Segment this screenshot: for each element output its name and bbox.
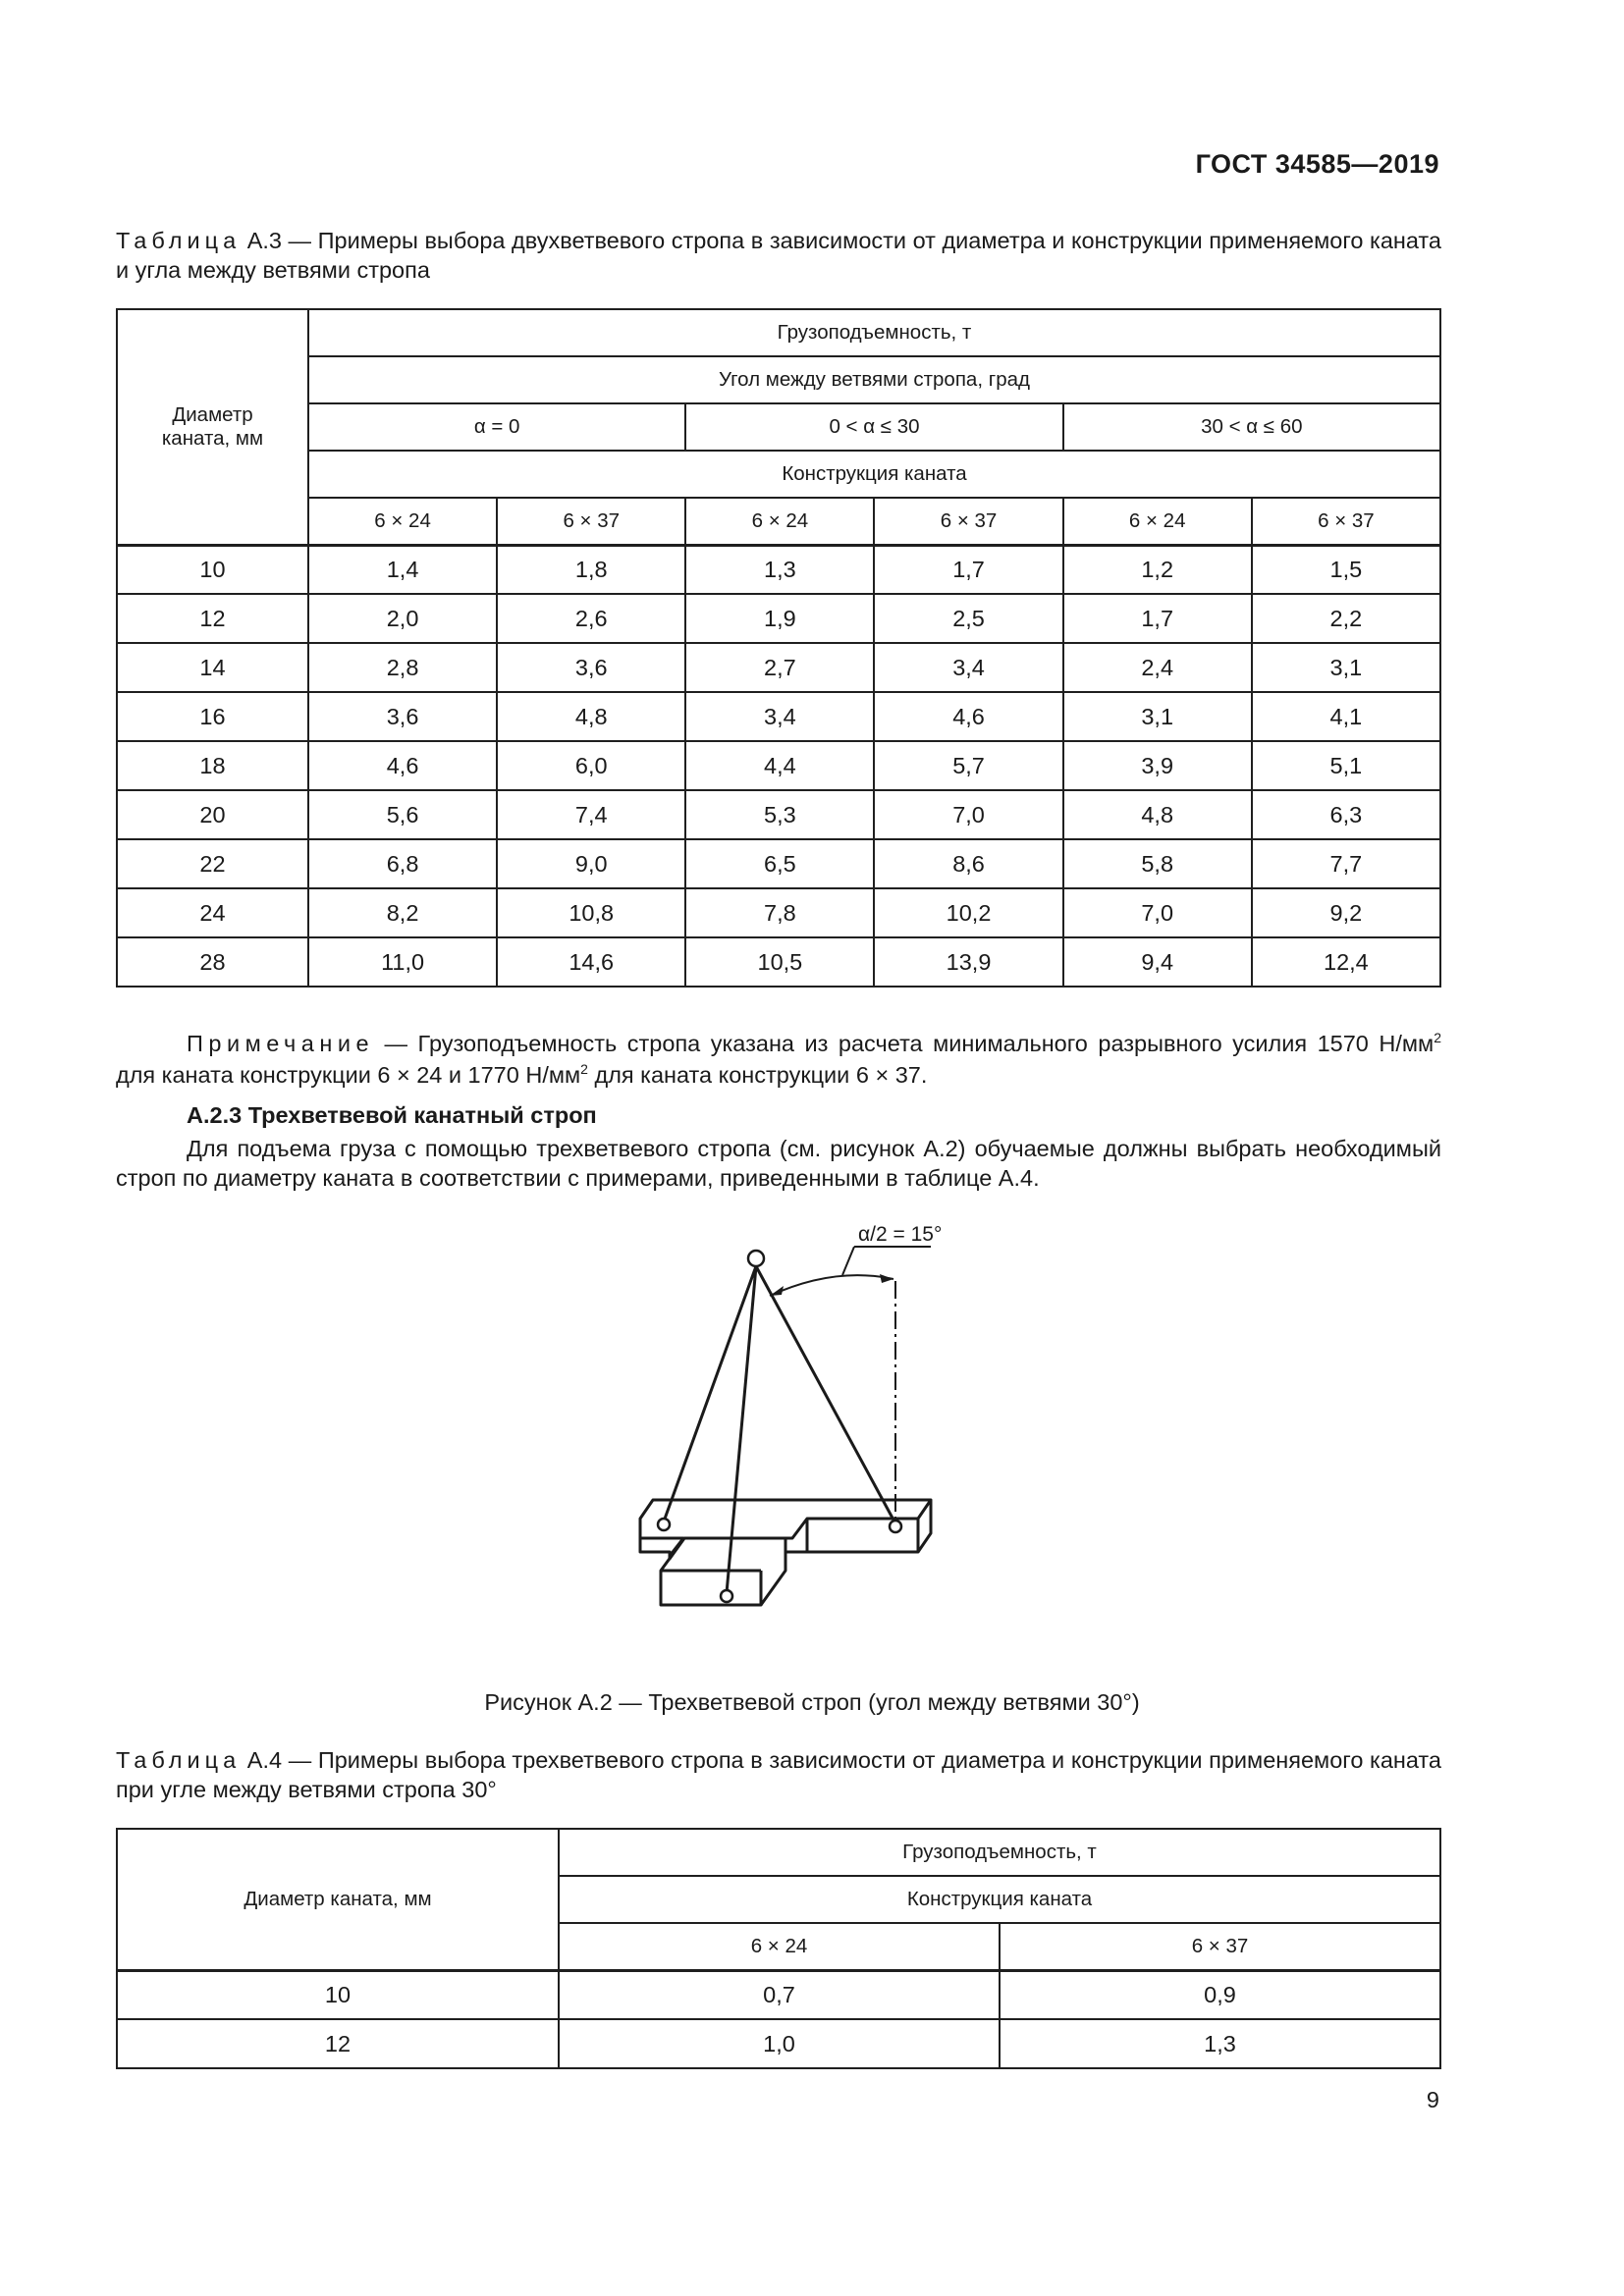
- note-text: для каната конструкции 6 × 24 и 1770 Н/мм: [116, 1062, 581, 1088]
- table-cell: 1,3: [685, 545, 874, 594]
- table-cell: 7,0: [1063, 888, 1252, 937]
- table-row: [117, 2019, 1440, 2068]
- table-a3-angle-header: Угол между ветвями стропа, град: [308, 356, 1440, 403]
- table-a3: [116, 308, 1441, 988]
- table-cell: 7,4: [497, 790, 685, 839]
- table-cell: 10,5: [685, 937, 874, 987]
- table-a3-caption-text: А.3 — Примеры выбора двухветвевого стропа в зависимости от диаметра и конструкции применяемого каната и угла между ветвями стропа: [116, 228, 1441, 283]
- three-leg-sling-figure: [589, 1207, 943, 1669]
- table-cell: 11,0: [308, 937, 497, 987]
- table-cell: 14: [117, 643, 308, 692]
- table-cell: 3,9: [1063, 741, 1252, 790]
- table-cell: 12: [117, 2019, 559, 2068]
- table-cell: 13,9: [874, 937, 1062, 987]
- arrowhead: [880, 1274, 893, 1283]
- table-cell: 16: [117, 692, 308, 741]
- table-cell: 5,3: [685, 790, 874, 839]
- table-cell: 8,6: [874, 839, 1062, 888]
- note-label: Примечание: [187, 1031, 375, 1056]
- table-cell: 1,7: [874, 545, 1062, 594]
- table-a3-header-row: [117, 309, 1440, 356]
- table-cell: 5,7: [874, 741, 1062, 790]
- table-a3-caption-label: Таблица: [116, 228, 242, 253]
- note-text: — Грузоподъемность стропа указана из расчета минимального разрывного усилия 1570 Н/мм: [374, 1031, 1435, 1056]
- table-cell: 1,5: [1252, 545, 1440, 594]
- table-cell: 7,8: [685, 888, 874, 937]
- table-cell: 18: [117, 741, 308, 790]
- table-cell: 9,4: [1063, 937, 1252, 987]
- table-cell: 2,0: [308, 594, 497, 643]
- table-cell: 6,5: [685, 839, 874, 888]
- note-superscript: 2: [580, 1061, 588, 1077]
- table-cell: 3,4: [685, 692, 874, 741]
- table-a3-construction-cell: 6 × 37: [497, 498, 685, 545]
- table-cell: 1,9: [685, 594, 874, 643]
- table-row: [117, 1970, 1440, 2019]
- page-number: 9: [1426, 2087, 1439, 2112]
- table-cell: 10,8: [497, 888, 685, 937]
- table-cell: 24: [117, 888, 308, 937]
- table-cell: 12: [117, 594, 308, 643]
- table-row: [117, 643, 1440, 692]
- table-cell: 6,8: [308, 839, 497, 888]
- table-cell: 1,8: [497, 545, 685, 594]
- table-a4: [116, 1828, 1441, 2069]
- table-a3-header-row: [117, 451, 1440, 498]
- table-a3-construction-cell: 6 × 24: [685, 498, 874, 545]
- table-cell: 1,4: [308, 545, 497, 594]
- table-cell: 5,6: [308, 790, 497, 839]
- table-cell: 9,0: [497, 839, 685, 888]
- angle-arc: [770, 1275, 893, 1296]
- table-a4-header-row: [117, 1829, 1440, 1876]
- table-row: [117, 839, 1440, 888]
- table-cell: 4,6: [308, 741, 497, 790]
- table-cell: 7,0: [874, 790, 1062, 839]
- table-cell: 3,4: [874, 643, 1062, 692]
- note-text: для каната конструкции 6 × 37.: [587, 1062, 928, 1088]
- table-a3-construction-header: Конструкция каната: [308, 451, 1440, 498]
- table-a3-angle-cell: 0 < α ≤ 30: [685, 403, 1062, 451]
- table-cell: 5,8: [1063, 839, 1252, 888]
- table-row: [117, 741, 1440, 790]
- table-cell: 3,6: [497, 643, 685, 692]
- table-cell: 0,7: [559, 1970, 1000, 2019]
- table-cell: 2,8: [308, 643, 497, 692]
- section-heading: А.2.3 Трехветвевой канатный строп: [187, 1102, 597, 1128]
- table-cell: 4,8: [497, 692, 685, 741]
- table-cell: 4,1: [1252, 692, 1440, 741]
- table-cell: 5,1: [1252, 741, 1440, 790]
- table-row: [117, 937, 1440, 987]
- table-cell: 2,5: [874, 594, 1062, 643]
- label-leader: [842, 1247, 854, 1275]
- table-cell: 2,7: [685, 643, 874, 692]
- table-cell: 2,6: [497, 594, 685, 643]
- table-cell: 1,7: [1063, 594, 1252, 643]
- table-cell: 4,8: [1063, 790, 1252, 839]
- load-stem-side: [761, 1538, 785, 1605]
- sling-leg-left: [664, 1266, 756, 1522]
- table-cell: 2,4: [1063, 643, 1252, 692]
- table-a3-header-row: [117, 498, 1440, 545]
- table-a3-capacity-header: Грузоподъемность, т: [308, 309, 1440, 356]
- table-cell: 4,4: [685, 741, 874, 790]
- note-superscript: 2: [1434, 1030, 1441, 1045]
- table-a3-header-row: [117, 403, 1440, 451]
- table-row: [117, 888, 1440, 937]
- table-a3-angle-cell: 30 < α ≤ 60: [1063, 403, 1440, 451]
- table-cell: 10,2: [874, 888, 1062, 937]
- table-cell: 28: [117, 937, 308, 987]
- table-a3-construction-cell: 6 × 24: [1063, 498, 1252, 545]
- attachment-point: [658, 1519, 670, 1530]
- table-a3-diameter-header: Диаметр каната, мм: [117, 309, 308, 545]
- table-cell: 3,1: [1252, 643, 1440, 692]
- sling-leg-middle: [727, 1266, 756, 1593]
- table-a3-caption: [116, 226, 1441, 285]
- table-a3-angle-cell: α = 0: [308, 403, 685, 451]
- table-cell: 3,6: [308, 692, 497, 741]
- table-cell: 10: [117, 545, 308, 594]
- page-header: ГОСТ 34585—2019: [1195, 149, 1439, 179]
- table-cell: 1,3: [1000, 2019, 1440, 2068]
- table-cell: 8,2: [308, 888, 497, 937]
- table-cell: 0,9: [1000, 1970, 1440, 2019]
- table-row: [117, 692, 1440, 741]
- attachment-point: [721, 1590, 732, 1602]
- table-a4-construction-header: Конструкция каната: [559, 1876, 1440, 1923]
- table-row: [117, 545, 1440, 594]
- table-a4-caption-label: Таблица: [116, 1747, 242, 1773]
- table-cell: 22: [117, 839, 308, 888]
- section-paragraph: Для подъема груза с помощью трехветвевого стропа (см. рисунок А.2) обучаемые должны выбрать необходимый строп по диаметру каната в соответствии с примерами, приведенными в таблице А.4.: [116, 1136, 1441, 1191]
- table-cell: 1,2: [1063, 545, 1252, 594]
- table-a4-caption: [116, 1745, 1441, 1804]
- table-a4-diameter-header: Диаметр каната, мм: [117, 1829, 559, 1970]
- table-cell: 12,4: [1252, 937, 1440, 987]
- sling-leg-right: [756, 1266, 895, 1523]
- table-row: [117, 790, 1440, 839]
- angle-label: α/2 = 15°: [858, 1223, 943, 1246]
- table-cell: 1,0: [559, 2019, 1000, 2068]
- table-a3-note: [116, 1028, 1441, 1091]
- table-row: [117, 594, 1440, 643]
- table-cell: 2,2: [1252, 594, 1440, 643]
- table-a4-capacity-header: Грузоподъемность, т: [559, 1829, 1440, 1876]
- table-a3-construction-cell: 6 × 37: [1252, 498, 1440, 545]
- table-cell: 10: [117, 1970, 559, 2019]
- suspension-ring: [748, 1251, 764, 1266]
- table-cell: 4,6: [874, 692, 1062, 741]
- table-cell: 3,1: [1063, 692, 1252, 741]
- table-a3-header-row: [117, 356, 1440, 403]
- table-cell: 14,6: [497, 937, 685, 987]
- table-a4-construction-cell: 6 × 24: [559, 1923, 1000, 1970]
- table-cell: 7,7: [1252, 839, 1440, 888]
- table-cell: 20: [117, 790, 308, 839]
- table-a3-construction-cell: 6 × 37: [874, 498, 1062, 545]
- table-a4-caption-text: А.4 — Примеры выбора трехветвевого стропа в зависимости от диаметра и конструкции применяемого каната при угле между ветвями стропа 30°: [116, 1747, 1441, 1802]
- table-cell: 6,3: [1252, 790, 1440, 839]
- attachment-point: [890, 1521, 901, 1532]
- table-cell: 9,2: [1252, 888, 1440, 937]
- table-cell: 6,0: [497, 741, 685, 790]
- table-a3-construction-cell: 6 × 24: [308, 498, 497, 545]
- table-a4-construction-cell: 6 × 37: [1000, 1923, 1440, 1970]
- figure-caption: Рисунок А.2 — Трехветвевой строп (угол между ветвями 30°): [484, 1689, 1140, 1715]
